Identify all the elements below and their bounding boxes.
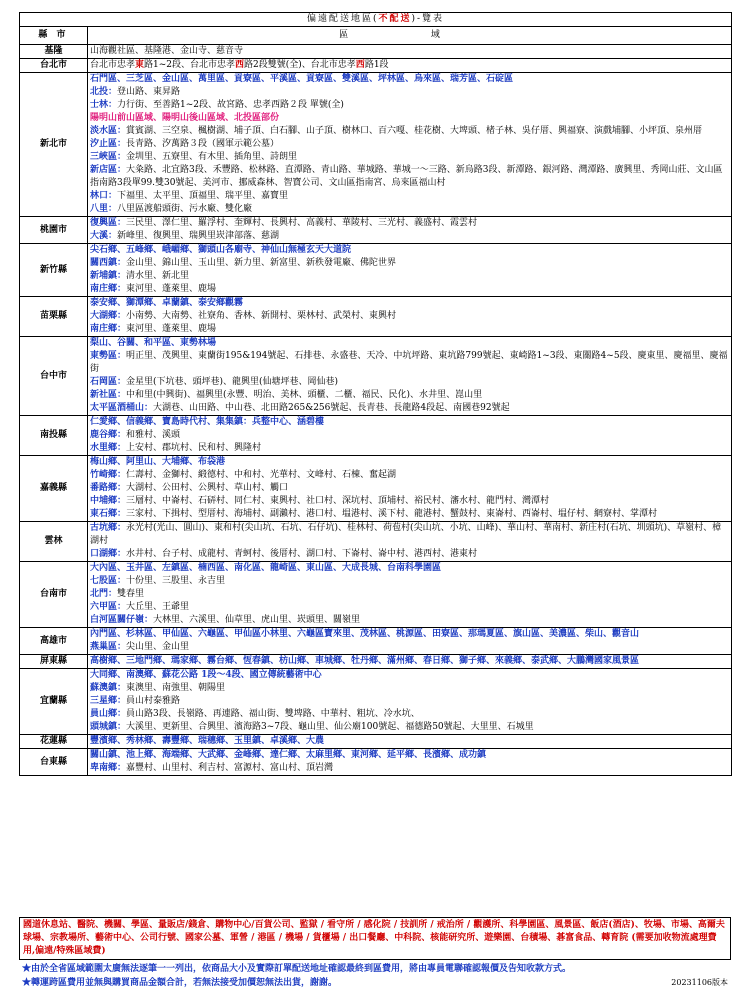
- area-line: [90, 323, 729, 336]
- table-row: [20, 655, 732, 669]
- area-segment: 大林里、六溪里、仙草里、虎山里、崁頭里、關嶺里: [153, 615, 361, 625]
- header-region: 區 域: [88, 27, 732, 45]
- area-segment: 內門區、杉林區、甲仙區、六龜區、甲仙區小林里、六龜區寶來里、茂林區、桃源區、田寮區、那瑪夏區、旗山區、美濃區、柴山、觀音山: [90, 629, 640, 639]
- area-line: [90, 230, 729, 243]
- area-line: [90, 601, 729, 614]
- area-segment: 蘇澳鎮：: [90, 683, 127, 693]
- area-segment: 永光村(光山、圓山)、東和村(尖山坑、石坑、石仔坑)、桂林村、荷苞村(尖山坑、小坑、山峰)、華山村、華南村、新庄村(石坑、圳頭坑)、草嶺村、樟湖村: [90, 523, 722, 546]
- area-segment: 尖山里、金山里: [126, 642, 190, 652]
- county-areas: [88, 217, 732, 244]
- area-line: [90, 508, 729, 521]
- area-segment: 三星鄉：: [90, 696, 127, 706]
- area-line: [90, 482, 729, 495]
- county-areas: [88, 669, 732, 735]
- area-segment: 白河區關仔嶺：: [90, 615, 154, 625]
- area-segment: 金圳里、五寮里、有木里、插角里、詩朗里: [126, 152, 298, 162]
- note-2-text: ★轉運跨區費用並無與購買商品金額合計，若無法接受加價恕無法出貨，謝謝。: [22, 978, 338, 988]
- area-segment: 士林：: [90, 100, 118, 110]
- area-segment: 水井村、台子村、成龍村、青蚵村、後厝村、湖口村、下崙村、崙中村、港西村、港東村: [126, 549, 478, 559]
- area-line: [90, 244, 729, 257]
- area-segment: 卑南鄉：: [90, 763, 127, 773]
- area-line: [90, 59, 729, 72]
- area-line: [90, 389, 729, 402]
- county-name: 嘉義縣: [20, 456, 88, 522]
- county-areas: [88, 562, 732, 628]
- table-row: [20, 749, 732, 776]
- notes: [22, 962, 728, 990]
- county-areas: [88, 337, 732, 416]
- area-segment: 員山村泰雅路: [126, 696, 181, 706]
- area-segment: 大溪：: [90, 231, 118, 241]
- table-row: [20, 522, 732, 562]
- county-areas: [88, 628, 732, 655]
- area-segment: 賞賓湖、三空泉、楓樹湖、埔子頂、白石腳、山子頂、樹林口、百六嘎、桂花樹、大埤頭、楮子林、吳仔厝、興福寮、演戲埔腳、小坪頂、泉州厝: [126, 126, 703, 136]
- area-segment: 口湖鄉：: [90, 549, 127, 559]
- header-row: [20, 27, 732, 45]
- area-segment: 大同鄉、南澳鄉、蘇花公路 1段～4段、國立傳統藝術中心: [90, 670, 322, 680]
- area-segment: 西: [355, 60, 365, 70]
- area-segment: 關山鎮、池上鄉、海端鄉、大武鄉、金峰鄉、達仁鄉、太麻里鄉、東河鄉、延平鄉、長濱鄉、成功鎮: [90, 750, 487, 760]
- area-line: [90, 337, 729, 350]
- county-name: 基隆: [20, 45, 88, 59]
- area-segment: 東: [135, 60, 145, 70]
- county-name: 宜蘭縣: [20, 669, 88, 735]
- area-segment: 石門區、三芝區、金山區、萬里區、貢寮區、平溪區、貢寮區、雙溪區、坪林區、烏來區、瑞芳區、石碇區: [90, 74, 514, 84]
- title-row: [20, 13, 732, 27]
- area-line: [90, 297, 729, 310]
- area-segment: 中和里(中興街)、福興里(永豐、明治、美林、頭櫃、二櫃、福民、民化)、水井里、崑山里: [126, 390, 483, 400]
- area-line: [90, 614, 729, 627]
- county-name: 花蓮縣: [20, 735, 88, 749]
- area-line: [90, 203, 729, 216]
- area-line: [90, 562, 729, 575]
- area-segment: 上安村、郡坑村、民和村、興隆村: [126, 443, 262, 453]
- area-segment: 水里鄉：: [90, 443, 127, 453]
- area-segment: 北門：: [90, 589, 118, 599]
- area-segment: 東石鄉：: [90, 509, 127, 519]
- area-line: [90, 402, 729, 415]
- area-line: [90, 655, 729, 668]
- area-segment: 高樹鄉、三地門鄉、瑪家鄉、霧台鄉、恆春鎮、枋山鄉、車城鄉、牡丹鄉、滿州鄉、春日鄉、獅子鄉、來義鄉、泰武鄉、大鵬灣國家風景區: [90, 656, 640, 666]
- area-line: [90, 283, 729, 296]
- area-segment: 仁壽村、金獅村、緞德村、中和村、光華村、文峰村、石棟、奮起湖: [126, 470, 397, 480]
- table-title: [20, 13, 732, 27]
- area-segment: 番路鄉：: [90, 483, 127, 493]
- area-segment: 竹崎鄉：: [90, 470, 127, 480]
- table-row: [20, 337, 732, 416]
- county-areas: [88, 297, 732, 337]
- area-segment: 南庄鄉：: [90, 284, 127, 294]
- area-segment: 力行街、至善路1~2段、故宮路、忠孝西路２段 單號(全): [117, 100, 344, 110]
- area-segment: 台北市忠孝: [90, 60, 136, 70]
- county-name: 南投縣: [20, 416, 88, 456]
- area-line: [90, 190, 729, 203]
- note-1: ★由於全省區域範圍太廣無法逐筆一一列出，依商品大小及實際訂單配送地址確認最終到區費用，將由專員電聯確認報價及告知收款方式。: [22, 964, 572, 974]
- area-segment: 鹿谷鄉：: [90, 430, 127, 440]
- county-name: 桃園市: [20, 217, 88, 244]
- table-row: [20, 297, 732, 337]
- county-name: 新竹縣: [20, 244, 88, 297]
- version-label: 20231106版本: [671, 978, 728, 987]
- area-segment: 路2段雙號(全)、台北市忠孝: [244, 60, 356, 70]
- area-line: [90, 164, 729, 190]
- area-segment: 中埔鄉：: [90, 496, 127, 506]
- area-line: [90, 310, 729, 323]
- county-areas: [88, 522, 732, 562]
- area-line: [90, 429, 729, 442]
- county-name: 屏東縣: [20, 655, 88, 669]
- county-name: 高雄市: [20, 628, 88, 655]
- area-segment: 路1段: [364, 60, 389, 70]
- area-segment: 仁愛鄉、信義鄉、寶島時代村、集集鎮：兵整中心、涵碧樓: [90, 417, 325, 427]
- title-red: 不配送: [378, 14, 412, 24]
- area-segment: 西: [235, 60, 245, 70]
- area-segment: 下福里、太平里、頂福里、瑞平里、嘉寶里: [117, 191, 289, 201]
- area-segment: 大丘里、王爺里: [126, 602, 190, 612]
- area-segment: 山海觀社區、基隆港、金山寺、慈音寺: [90, 46, 244, 56]
- area-segment: 燕巢區：: [90, 642, 127, 652]
- header-county: 縣 市: [20, 27, 88, 45]
- area-line: [90, 73, 729, 86]
- area-line: [90, 628, 729, 641]
- county-areas: [88, 456, 732, 522]
- area-segment: 新峰里、復興里、瑞興里崁津部落、慈湖: [117, 231, 280, 241]
- area-segment: 大湖村、公田村、公興村、草山村、觸口: [126, 483, 289, 493]
- county-name: 雲林: [20, 522, 88, 562]
- area-segment: 大溪里、更新里、合興里、濱海路3~7段、龜山里、仙公廟100號起、福德路50號起、大里里、石城里: [126, 722, 534, 732]
- county-areas: [88, 735, 732, 749]
- county-areas: [88, 73, 732, 217]
- county-name: 新北市: [20, 73, 88, 217]
- area-segment: 嘉豐村、山里村、利吉村、富源村、富山村、頂岩灣: [126, 763, 334, 773]
- area-line: [90, 588, 729, 601]
- area-segment: 三峽區：: [90, 152, 127, 162]
- county-areas: [88, 416, 732, 456]
- area-segment: 八里：: [90, 204, 118, 214]
- area-line: [90, 708, 729, 721]
- area-segment: 大湖巷、山田路、中山巷、北田路265&256號起、長青巷、長龍路4段起、南國巷92號起: [153, 403, 510, 413]
- note-2: [22, 976, 728, 990]
- area-segment: 梅山鄉、阿里山、大埔鄉、布袋港: [90, 457, 226, 467]
- area-segment: 登山路、東昇路: [117, 87, 181, 97]
- area-line: [90, 270, 729, 283]
- area-segment: 十份里、三股里、永吉里: [126, 576, 226, 586]
- area-segment: 員山路3段、長嶺路、再連路、福山街、雙埤路、中華村、粗坑、冷水坑、: [126, 709, 420, 719]
- title-post: )-覽表: [411, 14, 445, 24]
- area-segment: 豐濱鄉、秀林鄉、壽豐鄉、瑞穗鄉、玉里鎮、卓溪鄉、大農: [90, 736, 325, 746]
- area-line: [90, 522, 729, 548]
- area-segment: 頭城鎮：: [90, 722, 127, 732]
- county-areas: [88, 59, 732, 73]
- area-segment: 尖石鄉、五峰鄉、峨嵋鄉、獅頭山各廟寺、神仙山無極玄天大道院: [90, 245, 352, 255]
- table-row: [20, 73, 732, 217]
- area-line: [90, 257, 729, 270]
- area-segment: 太平區酒桶山：: [90, 403, 154, 413]
- area-segment: 淡水區：: [90, 126, 127, 136]
- area-line: [90, 735, 729, 748]
- area-segment: 東河里、蓬萊里、鹿場: [126, 324, 217, 334]
- county-name: 苗栗縣: [20, 297, 88, 337]
- county-name: 台中市: [20, 337, 88, 416]
- area-line: [90, 112, 729, 125]
- area-segment: 梨山、谷關、和平區、東勢林場: [90, 338, 217, 348]
- area-segment: 林口：: [90, 191, 118, 201]
- area-line: [90, 45, 729, 58]
- area-segment: 南庄鄉：: [90, 324, 127, 334]
- area-segment: 汐止區：: [90, 139, 127, 149]
- area-segment: 大內區、玉井區、左鎮區、楠西區、南化區、龍崎區、東山區、大成長城、台南科學園區: [90, 563, 442, 573]
- area-line: [90, 762, 729, 775]
- county-areas: [88, 45, 732, 59]
- area-line: [90, 575, 729, 588]
- area-segment: 復興區：: [90, 218, 127, 228]
- table-row: [20, 59, 732, 73]
- area-segment: 古坑鄉：: [90, 523, 127, 533]
- area-segment: 六甲區：: [90, 602, 127, 612]
- table-row: [20, 456, 732, 522]
- area-segment: 石岡區：: [90, 377, 127, 387]
- area-segment: 三家村、下揖村、型厝村、海埔村、副瀨村、港口村、塭港村、溪下村、龍港村、蟹鼓村、東崙村、西崙村、塭仔村、網寮村、掌潭村: [126, 509, 658, 519]
- area-line: [90, 641, 729, 654]
- county-areas: [88, 655, 732, 669]
- area-segment: 七股區：: [90, 576, 127, 586]
- area-segment: 陽明山前山區域、陽明山後山區域、北投區部份: [90, 113, 280, 123]
- area-segment: 八里區渡船頭街、污水廠、雙化廠: [117, 204, 253, 214]
- area-segment: 小南勢、大南勢、社寮角、香林、新開村、栗林村、武榮村、東興村: [126, 311, 397, 321]
- area-segment: 新埔鎮：: [90, 271, 127, 281]
- table-row: [20, 244, 732, 297]
- remote-delivery-table: [19, 12, 732, 776]
- area-segment: 雙春里: [117, 589, 145, 599]
- table-row: [20, 217, 732, 244]
- area-segment: 泰安鄉、獅潭鄉、卓蘭鎮、泰安鄉觀霧: [90, 298, 244, 308]
- area-line: [90, 86, 729, 99]
- area-segment: 東勢區：: [90, 351, 127, 361]
- area-segment: 新社區：: [90, 390, 127, 400]
- area-segment: 長青路、汐萬路３段（國軍示範公墓）: [126, 139, 280, 149]
- area-line: [90, 151, 729, 164]
- title-pre: 偏遠配送地區(: [306, 14, 379, 24]
- area-line: [90, 495, 729, 508]
- area-line: [90, 695, 729, 708]
- area-segment: 新店區：: [90, 165, 127, 175]
- table-row: [20, 669, 732, 735]
- area-line: [90, 548, 729, 561]
- area-line: [90, 125, 729, 138]
- area-segment: 大粂路、北宜路3段、禾豐路、松林路、直潭路、青山路、華城路、華城一～三路、新烏路3段、新潭路、銀河路、灣潭路、廣興里、秀岡山莊、文山區指南路3段單99.雙30號起、美河市、挪威森林、智寶公司、文山區指南宮、烏來區福山村: [90, 165, 723, 188]
- area-line: [90, 749, 729, 762]
- area-segment: 三民里、澤仁里、羅浮村、奎輝村、長興村、高義村、華陵村、三光村、義盛村、霞雲村: [126, 218, 478, 228]
- table-row: [20, 45, 732, 59]
- area-line: [90, 442, 729, 455]
- area-segment: 和雅村、溪頭: [126, 430, 181, 440]
- county-areas: [88, 749, 732, 776]
- area-segment: 北投：: [90, 87, 118, 97]
- area-line: [90, 138, 729, 151]
- area-line: [90, 469, 729, 482]
- area-line: [90, 669, 729, 682]
- county-name: 台南市: [20, 562, 88, 628]
- area-segment: 三層村、中崙村、石硦村、同仁村、東興村、社口村、深坑村、頂埔村、裕民村、瀋水村、龍門村、灣潭村: [126, 496, 550, 506]
- area-line: [90, 721, 729, 734]
- area-line: [90, 376, 729, 389]
- area-segment: 清水里、新北里: [126, 271, 190, 281]
- table-row: [20, 562, 732, 628]
- area-segment: 大湖鄉：: [90, 311, 127, 321]
- area-line: [90, 456, 729, 469]
- area-line: [90, 682, 729, 695]
- area-segment: 路1~2段、台北市忠孝: [144, 60, 236, 70]
- area-segment: 明正里、茂興里、東蘭街195&194號起、石排巷、永盛巷、天冷、中坑坪路、東坑路799號起、東崎路1~3段、東關路4~5段、慶東里、慶福里、慶福街: [90, 351, 728, 374]
- area-segment: 金星里(下坑巷、頭坪巷)、龍興里(仙塘坪巷、岡仙巷): [126, 377, 339, 387]
- area-segment: 東澳里、南強里、朝陽里: [126, 683, 226, 693]
- special-locations-note: 國道休息站、醫院、機關、學區、量販店/錢倉、購物中心/百貨公司、監獄 / 看守所 / 感化院 / 技訓所 / 戒治所 / 觀護所、科學園區、風景區、飯店(酒店)、牧場、市場、高爾夫球場、宗教場所、藝術中心、公司行號、國家公墓、軍營 / 港區 / 機場 / 貨櫃場 / 出口餐廳、中科院、核能研究所、遊樂園、台積場、碁富食品、轉育院 (需要加收物流處理費用,偏遠/特殊區域費): [19, 917, 731, 960]
- area-segment: 金山里、錦山里、玉山里、新力里、新富里、新秩發電廠、佛陀世界: [126, 258, 397, 268]
- county-name: 台北市: [20, 59, 88, 73]
- county-name: 台東縣: [20, 749, 88, 776]
- table-row: [20, 416, 732, 456]
- area-segment: 東河里、蓬萊里、鹿場: [126, 284, 217, 294]
- area-line: [90, 217, 729, 230]
- area-segment: 員山鄉：: [90, 709, 127, 719]
- county-areas: [88, 244, 732, 297]
- table-row: [20, 735, 732, 749]
- area-line: [90, 416, 729, 429]
- area-segment: 關西鎮：: [90, 258, 127, 268]
- area-line: [90, 99, 729, 112]
- table-row: [20, 628, 732, 655]
- area-line: [90, 350, 729, 376]
